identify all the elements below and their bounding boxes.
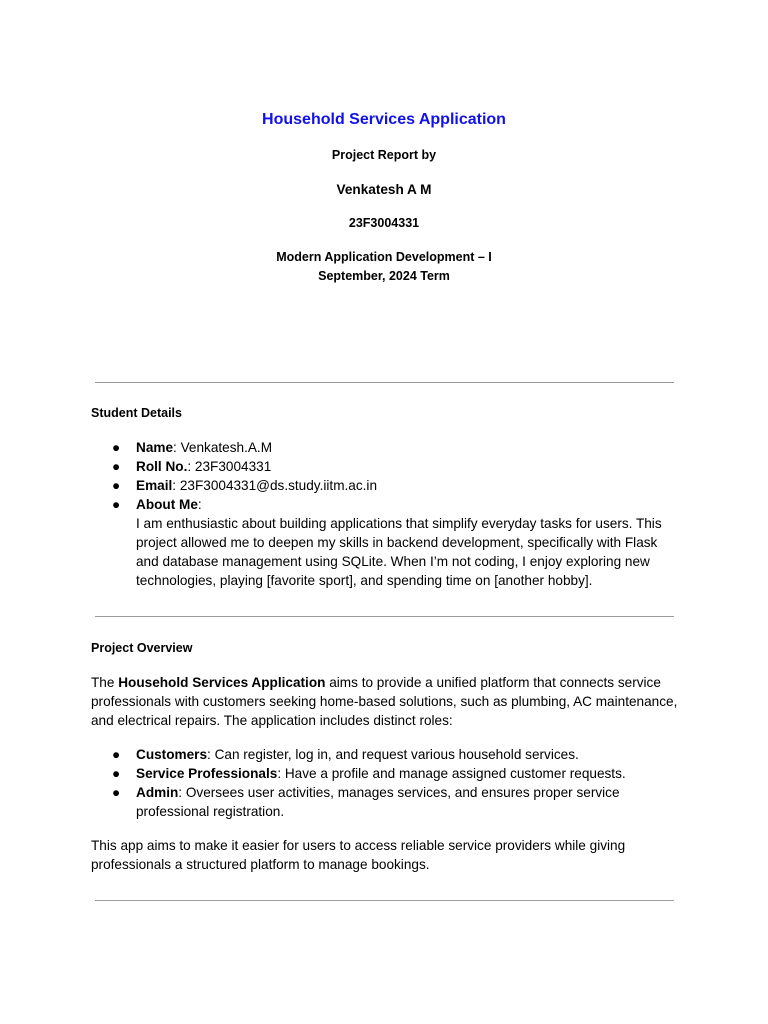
- list-item: [91, 745, 681, 764]
- about-me-text: I am enthusiastic about building applications that simplify everyday tasks for users. This project allowed me to deepen my skills in backend development, specifically with Flask and database management using SQLite. When I’m not coding, I enjoy exploring new technologies, playing [favorite sport], and spending time on [another hobby].: [136, 516, 662, 588]
- intro-rest: aims to provide a unified platform that connects service professionals with customers seeking home-based solutions, such as plumbing, AC maintenance, and electrical repairs. The application includes distinct roles:: [91, 675, 678, 728]
- author-name: Venkatesh A M: [336, 182, 432, 197]
- item-label: About Me: [136, 497, 198, 512]
- role-label: Admin: [136, 785, 179, 800]
- role-description: : Can register, log in, and request various household services.: [207, 747, 579, 762]
- list-item: [91, 476, 681, 495]
- term-label: September, 2024 Term: [318, 269, 450, 283]
- bullet-icon: ●: [112, 497, 121, 512]
- course-name: Modern Application Development – I: [276, 250, 492, 264]
- role-label: Service Professionals: [136, 766, 278, 781]
- item-label: Email: [136, 478, 173, 493]
- bullet-icon: ●: [112, 785, 121, 800]
- item-label: Name: [136, 440, 174, 455]
- list-item: [91, 438, 681, 457]
- list-item: [91, 764, 681, 783]
- list-item: [91, 783, 681, 821]
- item-value: : Venkatesh.A.M: [173, 440, 273, 455]
- overview-closing-paragraph: This app aims to make it easier for users to access reliable service providers while giving professionals a structured platform to manage bookings.: [91, 838, 626, 872]
- bullet-icon: ●: [112, 747, 121, 762]
- item-value: : 23F3004331: [187, 459, 272, 474]
- item-label: Roll No.: [136, 459, 188, 474]
- role-label: Customers: [136, 747, 208, 762]
- project-overview-heading: Project Overview: [91, 641, 193, 655]
- bullet-icon: ●: [112, 459, 121, 474]
- bullet-icon: ●: [112, 440, 121, 455]
- roles-list: [91, 745, 681, 821]
- student-details-heading: Student Details: [91, 406, 182, 420]
- divider: [95, 900, 674, 901]
- divider: [95, 616, 674, 617]
- list-item: [91, 457, 681, 476]
- bullet-icon: ●: [112, 478, 121, 493]
- intro-prefix: The: [91, 675, 119, 690]
- role-description: : Oversees user activities, manages services, and ensures proper service professional registration.: [136, 785, 620, 819]
- overview-intro-paragraph: [91, 673, 681, 730]
- report-subtitle: Project Report by: [331, 148, 437, 162]
- role-description: : Have a profile and manage assigned customer requests.: [277, 766, 626, 781]
- item-value: : 23F3004331@ds.study.iitm.ac.in: [172, 478, 378, 493]
- student-details-list: [91, 438, 681, 590]
- bullet-icon: ●: [112, 766, 121, 781]
- divider: [95, 382, 674, 383]
- list-item: [91, 495, 681, 590]
- report-title: Household Services Application: [262, 111, 506, 128]
- roll-number: 23F3004331: [348, 216, 420, 230]
- item-value: :: [197, 497, 202, 512]
- app-name-bold: Household Services Application: [118, 675, 326, 690]
